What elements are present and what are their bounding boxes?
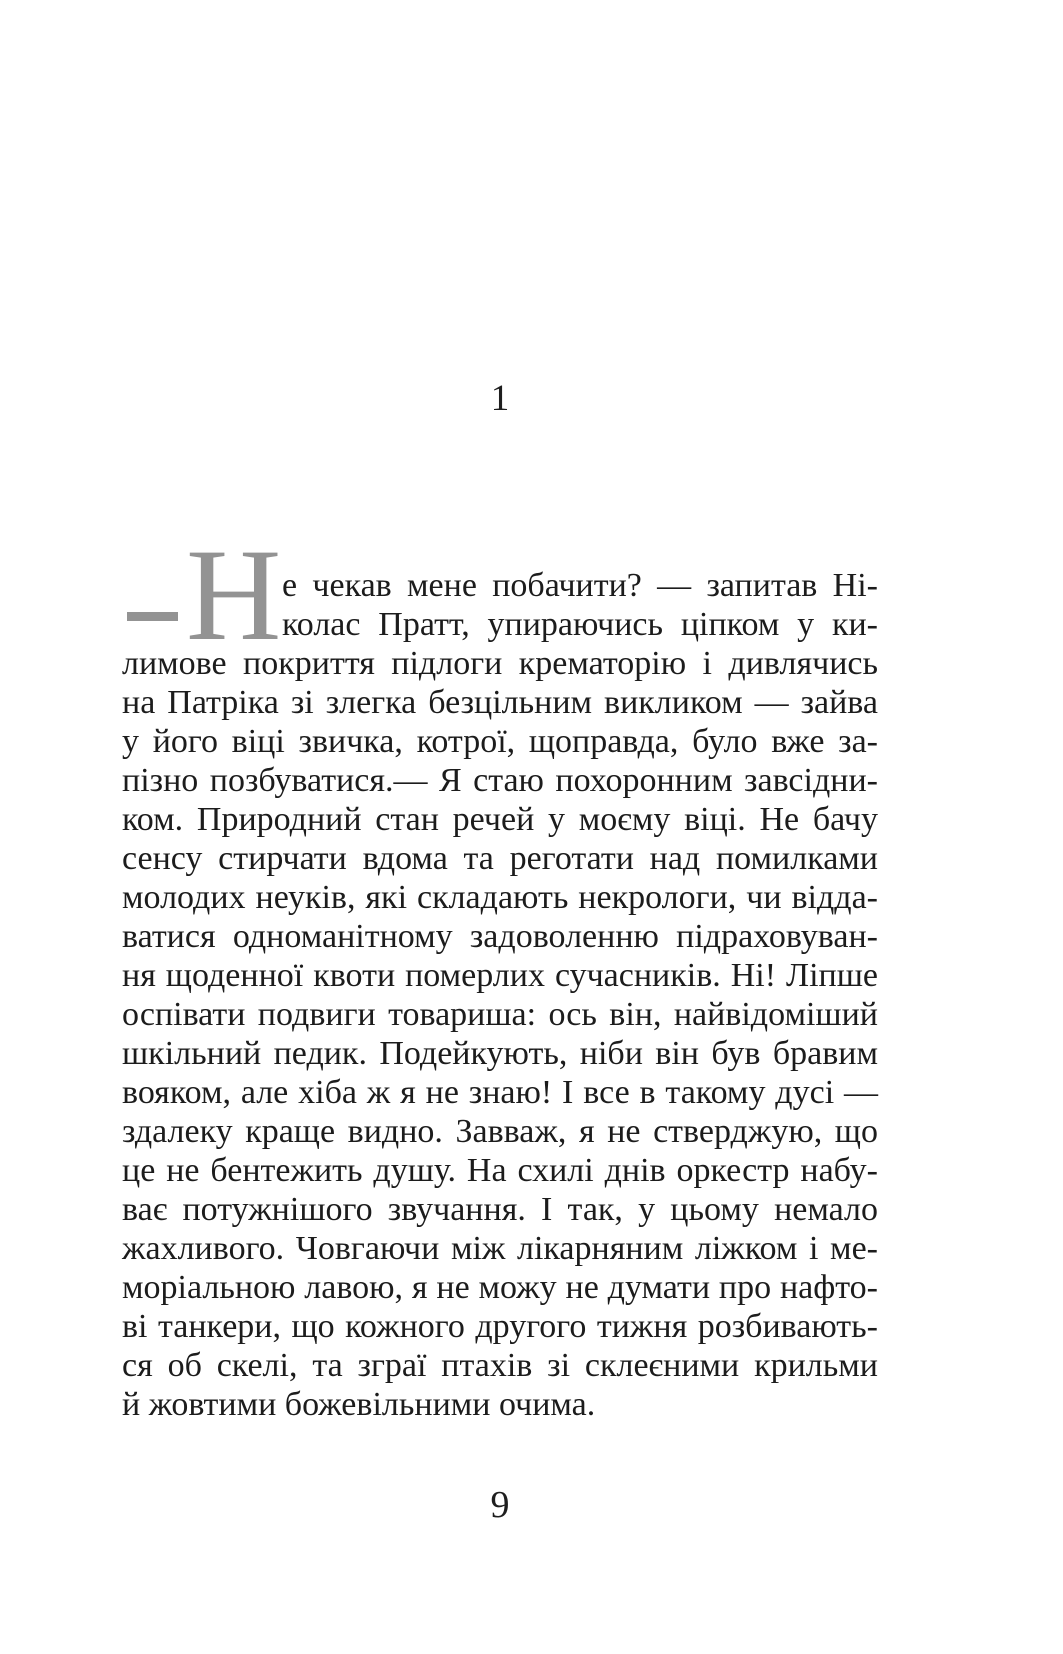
- em-dash-glyph: [127, 612, 178, 621]
- chapter-number: 1: [490, 378, 510, 419]
- text-line: на Патріка зі злегка безцільним викликом — зайва: [122, 684, 878, 721]
- text-line: ня щоденної квоти померлих сучасників. Ні! Ліпше: [122, 957, 878, 994]
- text-line: ватися одноманітному задоволенню підраховуван-: [122, 918, 878, 955]
- text-line: вояком, але хіба ж я не знаю! І все в такому дусі —: [122, 1074, 878, 1111]
- text-line: е чекав мене побачити? — запитав Ні-: [282, 567, 878, 604]
- text-line: сенсу стирчати вдома та реготати над помилками: [122, 840, 878, 877]
- text-line: жахливого. Човгаючи між лікарняним ліжком і ме-: [122, 1230, 878, 1267]
- text-line: це не бентежить душу. На схилі днів оркестр набу-: [122, 1152, 878, 1189]
- text-line: молодих неуків, які складають некрологи, чи відда-: [122, 879, 878, 916]
- text-line: здалеку краще видно. Завваж, я не стверджую, що: [122, 1113, 878, 1150]
- text-line: моріальною лавою, я не можу не думати про нафто-: [122, 1269, 878, 1306]
- text-line: оспівати подвиги товариша: ось він, найвідоміший: [122, 996, 878, 1033]
- text-line: ся об скелі, та зграї птахів зі склеєними крильми: [122, 1347, 878, 1384]
- text-line: колас Пратт, упираючись ціпком у ки-: [282, 606, 878, 643]
- text-line: ває потужнішого звучання. І так, у цьому немало: [122, 1191, 878, 1228]
- text-line: шкільний педик. Подейкують, ніби він був бравим: [122, 1035, 878, 1072]
- text-line: ком. Природний стан речей у моєму віці. Не бачу: [122, 801, 878, 838]
- page-number: 9: [490, 1484, 510, 1526]
- paragraph: [122, 521, 878, 1424]
- text-line: пізно позбуватися.— Я стаю похоронним завсідни-: [122, 762, 878, 799]
- text-line: лимове покриття підлоги крематорію і дивлячись: [122, 645, 878, 682]
- text-line: у його віці звичка, котрої, щоправда, було вже за-: [122, 723, 878, 760]
- drop-cap: [122, 521, 282, 668]
- drop-cap-letter: Н: [186, 521, 282, 668]
- text-line: й жовтими божевільними очима.: [122, 1386, 596, 1423]
- text-line: ві танкери, що кожного другого тижня розбивають-: [122, 1308, 878, 1345]
